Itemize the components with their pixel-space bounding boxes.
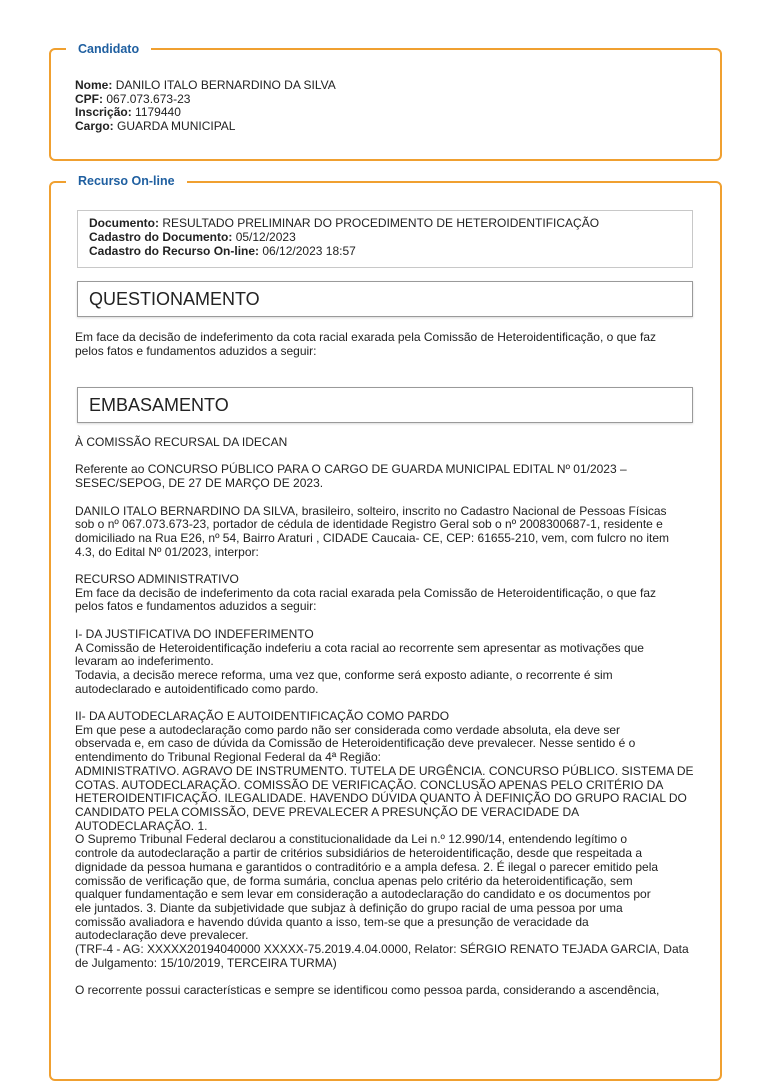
appeal-date-row [89, 244, 681, 258]
inscricao-row [75, 106, 336, 120]
appeal-date-label: Cadastro do Recurso On-line: [89, 244, 260, 258]
cargo-label: Cargo: [75, 119, 114, 134]
appeal-legend: Recurso On-line [66, 173, 187, 189]
inscricao-label: Inscrição: [75, 105, 132, 120]
document-info-box [77, 210, 693, 268]
embasamento-text: À COMISSÃO RECURSAL DA IDECAN Referente ao CONCURSO PÚBLICO PARA O CARGO DE GUARDA MUNICIPAL EDITAL Nº 01/2023 – SESEC/SEPOG, DE 27 DE MARÇO DE 2023. DANILO ITALO BERNARDINO DA SILVA, brasileiro, solteiro, inscrito no Cadastro Nacional de Pessoas Físicas sob o nº 067.073.673-23, portador de cédula de identidade Registro Geral sob o nº 2008300687-1, residente e domiciliado na Rua E26, nº 54, Bairro Araturi , CIDADE Caucaia- CE, CEP: 61655-210, vem, com fulcro no item 4.3, do Edital Nº 01/2023, interpor: RECURSO ADMINISTRATIVO Em face da decisão de indeferimento da cota racial exarada pela Comissão de Heteroidentificação, o que faz pelos fatos e fundamentos aduzidos a seguir: I- DA JUSTIFICATIVA DO INDEFERIMENTO A Comissão de Heteroidentificação indeferiu a cota racial ao recorrente sem apresentar as motivações que levaram ao indeferimento. Todavia, a decisão merece reforma, uma vez que, conforme será exposto adiante, o recorrente é sim autodeclarado e autoidentificado como pardo. II- DA AUTODECLARAÇÃO E AUTOIDENTIFICAÇÃO COMO PARDO Em que pese a autodeclaração como pardo não ser considerada como verdade absoluta, ela deve ser observada e, em caso de dúvida da Comissão de Heteroidentificação deve prevalecer. Nesse sentido é o entendimento do Tribunal Regional Federal da 4ª Região: ADMINISTRATIVO. AGRAVO DE INSTRUMENTO. TUTELA DE URGÊNCIA. CONCURSO PÚBLICO. SISTEMA DE COTAS. AUTODECLARAÇÃO. COMISSÃO DE VERIFICAÇÃO. CONCLUSÃO APENAS PELO CRITÉRIO DA HETEROIDENTIFICAÇÃO. ILEGALIDADE. HAVENDO DÚVIDA QUANTO À DEFINIÇÃO DO GRUPO RACIAL DO CANDIDATO PELA COMISSÃO, DEVE PREVALECER A PRESUNÇÃO DE VERACIDADE DA AUTODECLARAÇÃO. 1. O Supremo Tribunal Federal declarou a constitucionalidade da Lei n.º 12.990/14, entendendo legítimo o controle da autodeclaração a partir de critérios subsidiários de heteroidentificação, desde que respeitada a dignidade da pessoa humana e garantidos o contraditório e a ampla defesa. 2. É ilegal o parecer emitido pela comissão de verificação que, de forma sumária, conclua apenas pelo critério da heteroidentificação, sem qualquer fundamentação e sem levar em consideração a autodeclaração do candidato e os documentos por ele juntados. 3. Diante da subjetividade que subjaz à definição do grupo racial de uma pessoa por uma comissão avaliadora e havendo dúvida quanto a isso, tem-se que a presunção de veracidade da autodeclaração deve prevalecer. (TRF-4 - AG: XXXXX20194040000 XXXXX-75.2019.4.04.0000, Relator: SÉRGIO RENATO TEJADA GARCIA, Data de Julgamento: 15/10/2019, TERCEIRA TURMA) O recorrente possui características e sempre se identificou como pessoa parda, considerando a ascendência, [75, 435, 694, 998]
document-date-row [89, 230, 681, 244]
document-value: RESULTADO PRELIMINAR DO PROCEDIMENTO DE HETEROIDENTIFICAÇÃO [162, 216, 600, 230]
document-row [89, 216, 681, 230]
name-value: DANILO ITALO BERNARDINO DA SILVA [115, 78, 336, 92]
candidate-legend: Candidato [66, 41, 151, 57]
name-label: Nome: [75, 78, 113, 92]
inscricao-value: 1179440 [135, 105, 181, 120]
cpf-value: 067.073.673-23 [106, 91, 191, 106]
cpf-row [75, 93, 336, 107]
document-date-label: Cadastro do Documento: [89, 230, 233, 244]
cargo-row [75, 120, 336, 134]
cargo-value: GUARDA MUNICIPAL [117, 119, 236, 134]
candidate-info [75, 79, 336, 134]
appeal-date-value: 06/12/2023 18:57 [262, 244, 356, 258]
name-row [75, 79, 336, 93]
cpf-label: CPF: [75, 91, 103, 106]
embasamento-heading: EMBASAMENTO [77, 387, 693, 423]
document-date-value: 05/12/2023 [235, 230, 296, 244]
questionamento-text: Em face da decisão de indeferimento da cota racial exarada pela Comissão de Heteroidentificação, o que faz pelos fatos e fundamentos aduzidos a seguir: [75, 330, 657, 358]
document-label: Documento: [89, 216, 159, 230]
questionamento-heading: QUESTIONAMENTO [77, 281, 693, 317]
